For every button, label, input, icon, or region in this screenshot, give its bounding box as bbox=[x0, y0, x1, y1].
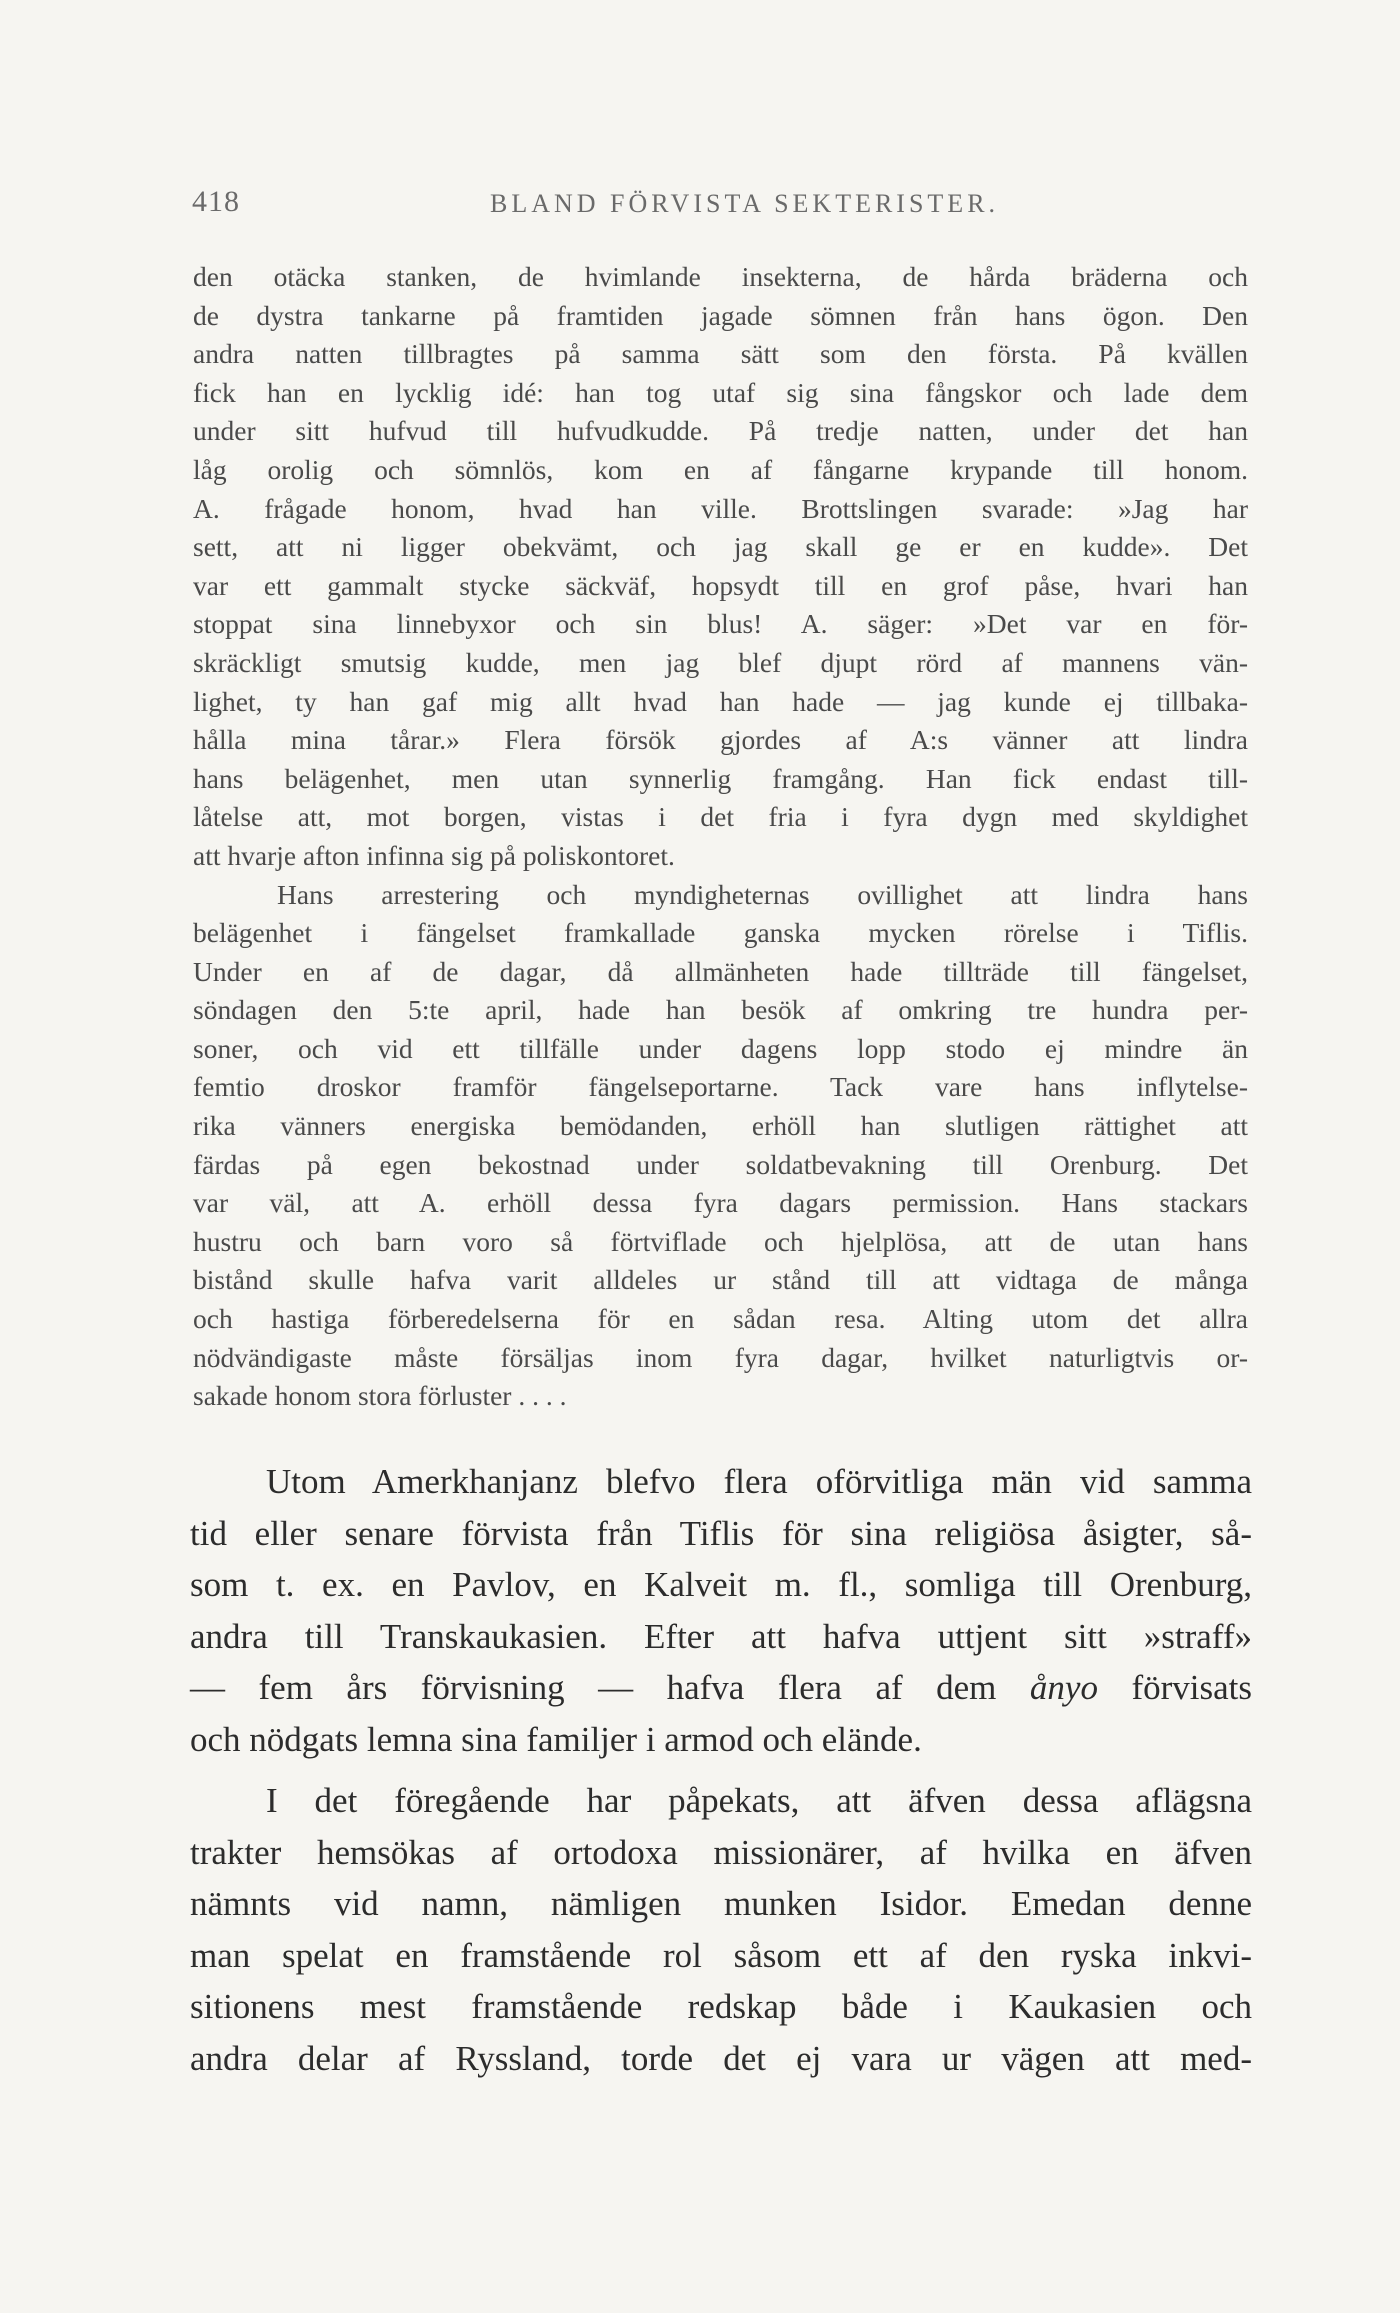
main-text-block bbox=[190, 1456, 1252, 2084]
text-line: Utom Amerkhanjanz blefvo flera oförvitliga män vid samma bbox=[266, 1462, 1252, 1501]
text-line: sett, att ni ligger obekvämt, och jag skall ge er en kudde». Det bbox=[193, 531, 1248, 563]
text-line: och hastiga förberedelserna för en sådan resa. Alting utom det allra bbox=[193, 1303, 1248, 1335]
text-line: Under en af de dagar, då allmänheten hade tillträde till fängelset, bbox=[193, 955, 1248, 987]
paragraph bbox=[193, 876, 1248, 1416]
text-line: Hans arrestering och myndigheternas ovillighet att lindra hans bbox=[277, 878, 1248, 910]
text-line-with-emphasis bbox=[190, 1662, 1252, 1714]
page-header bbox=[192, 185, 1252, 235]
text-line: som t. ex. en Pavlov, en Kalveit m. fl., somliga till Orenburg, bbox=[190, 1565, 1252, 1604]
text-line: skräckligt smutsig kudde, men jag blef djupt rörd af mannens vän- bbox=[193, 646, 1248, 678]
text-line: belägenhet i fängelset framkallade ganska mycken rörelse i Tiflis. bbox=[193, 917, 1248, 949]
text-line: trakter hemsökas af ortodoxa missionärer, af hvilka en äfven bbox=[190, 1832, 1252, 1872]
text-line: den otäcka stanken, de hvimlande insekterna, de hårda bräderna och bbox=[193, 261, 1248, 292]
text-line: under sitt hufvud till hufvudkudde. På tredje natten, under det han bbox=[193, 415, 1248, 447]
text-line: nämnts vid namn, nämligen munken Isidor. Emedan denne bbox=[190, 1884, 1252, 1923]
text-line: hans belägenhet, men utan synnerlig framgång. Han fick endast till- bbox=[193, 762, 1248, 794]
text-line: låtelse att, mot borgen, vistas i det fria i fyra dygn med skyldighet bbox=[193, 801, 1248, 833]
text-line: fick han en lycklig idé: han tog utaf sig sina fångskor och lade dem bbox=[193, 376, 1248, 408]
text-line: A. frågade honom, hvad han ville. Brottslingen svarade: »Jag har bbox=[193, 492, 1248, 524]
text-line: I det föregående har påpekats, att äfven dessa aflägsna bbox=[266, 1781, 1252, 1820]
text-segment: förvisats bbox=[1097, 1668, 1252, 1707]
text-line: lighet, ty han gaf mig allt hvad han hade — jag kunde ej tillbaka- bbox=[193, 685, 1248, 717]
text-line: och nödgats lemna sina familjer i armod och elände. bbox=[190, 1719, 922, 1759]
text-line: andra natten tillbragtes på samma sätt som den första. På kvällen bbox=[193, 338, 1248, 370]
text-line: att hvarje afton infinna sig på poliskontoret. bbox=[193, 839, 675, 871]
text-line: var väl, att A. erhöll dessa fyra dagars permission. Hans stackars bbox=[193, 1187, 1248, 1219]
page-number: 418 bbox=[192, 185, 240, 218]
small-print-block bbox=[193, 258, 1248, 1416]
text-line: nödvändigaste måste försäljas inom fyra dagar, hvilket naturligtvis or- bbox=[193, 1341, 1248, 1373]
text-line: soner, och vid ett tillfälle under dagens lopp stodo ej mindre än bbox=[193, 1032, 1248, 1064]
text-line: andra delar af Ryssland, torde det ej vara ur vägen att med- bbox=[190, 2038, 1252, 2078]
paragraph bbox=[190, 1456, 1252, 1765]
paragraph bbox=[190, 1775, 1252, 2084]
text-line: hustru och barn voro så förtviflade och hjelplösa, att de utan hans bbox=[193, 1225, 1248, 1257]
text-line: söndagen den 5:te april, hade han besök af omkring tre hundra per- bbox=[193, 994, 1248, 1026]
text-line: de dystra tankarne på framtiden jagade sömnen från hans ögon. Den bbox=[193, 299, 1248, 331]
text-line: var ett gammalt stycke säckväf, hopsydt till en grof påse, hvari han bbox=[193, 569, 1248, 601]
text-segment: — fem års förvisning — hafva flera af dem bbox=[190, 1668, 1030, 1707]
italic-word: ånyo bbox=[1029, 1668, 1098, 1707]
text-line: man spelat en framstående rol såsom ett af den ryska inkvi- bbox=[190, 1935, 1252, 1975]
text-line: sakade honom stora förluster . . . . bbox=[193, 1380, 567, 1412]
text-line: hålla mina tårar.» Flera försök gjordes af A:s vänner att lindra bbox=[193, 724, 1248, 756]
text-line: sitionens mest framstående redskap både i Kaukasien och bbox=[190, 1987, 1252, 2026]
running-head: BLAND FÖRVISTA SEKTERISTER. bbox=[490, 189, 1000, 218]
text-line: rika vänners energiska bemödanden, erhöll han slutligen rättighet att bbox=[193, 1110, 1248, 1142]
text-line: tid eller senare förvista från Tiflis för sina religiösa åsigter, så- bbox=[190, 1513, 1252, 1553]
paragraph bbox=[193, 258, 1248, 876]
text-line: femtio droskor framför fängelseportarne. Tack vare hans inflytelse- bbox=[193, 1071, 1248, 1103]
text-line: färdas på egen bekostnad under soldatbevakning till Orenburg. Det bbox=[193, 1148, 1248, 1180]
text-line: stoppat sina linnebyxor och sin blus! A. säger: »Det var en för- bbox=[193, 608, 1248, 640]
text-line: bistånd skulle hafva varit alldeles ur stånd till att vidtaga de många bbox=[193, 1264, 1248, 1296]
text-line: andra till Transkaukasien. Efter att hafva uttjent sitt »straff» bbox=[190, 1616, 1252, 1656]
text-line: låg orolig och sömnlös, kom en af fångarne krypande till honom. bbox=[193, 453, 1248, 485]
